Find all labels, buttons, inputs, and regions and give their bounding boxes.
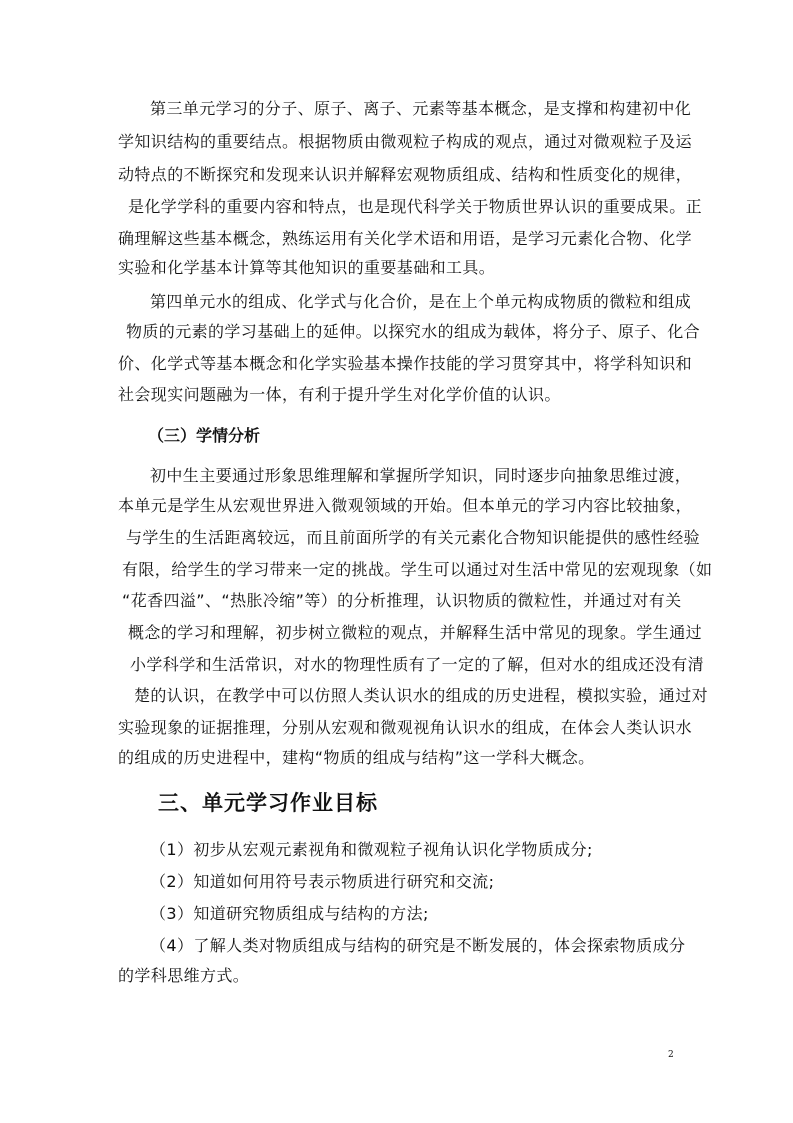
paragraph-1-line-5: 确理解这些基本概念，熟练运用有关化学术语和用语，是学习元素化合物、化学 bbox=[118, 229, 693, 248]
section-heading: 三、单元学习作业目标 bbox=[158, 791, 378, 815]
paragraph-3-line-9: 实验现象的证据推理，分别从宏观和微观视角认识水的组成，在体会人类认识水 bbox=[118, 718, 693, 737]
paragraph-1-line-3: 动特点的不断探究和发现来认识并解释宏观物质组成、结构和性质变化的规律， bbox=[118, 165, 693, 184]
paragraph-3-line-2: 本单元是学生从宏观世界进入微观领域的开始。但本单元的学习内容比较抽象， bbox=[118, 496, 693, 515]
paragraph-2-line-4: 社会现实问题融为一体，有利于提升学生对化学价值的认识。 bbox=[118, 385, 561, 404]
paragraph-1-line-1: 第三单元学习的分子、原子、离子、元素等基本概念，是支撑和构建初中化 bbox=[150, 99, 692, 118]
paragraph-2-line-3: 价、化学式等基本概念和化学实验基本操作技能的学习贯穿其中，将学科知识和 bbox=[118, 354, 693, 373]
goal-item-4-continued: 的学科思维方式。 bbox=[118, 966, 250, 985]
paragraph-3-line-8: 楚的认识，在教学中可以仿照人类认识水的组成的历史进程，模拟实验，通过对 bbox=[134, 686, 709, 705]
paragraph-3-line-6: 概念的学习和理解，初步树立微粒的观点，并解释生活中常见的现象。学生通过 bbox=[128, 623, 703, 642]
paragraph-3-line-5: “花香四溢”、“热胀冷缩”等）的分析推理，认识物质的微粒性，并通过对有关 bbox=[122, 591, 682, 610]
paragraph-3-line-7: 小学科学和生活常识，对水的物理性质有了一定的了解，但对水的组成还没有清 bbox=[130, 655, 705, 674]
paragraph-3-line-4: 有限，给学生的学习带来一定的挑战。学生可以通过对生活中常见的宏观现象（如 bbox=[122, 560, 713, 579]
goal-item-1: （1）初步从宏观元素视角和微观粒子视角认识化学物质成分; bbox=[150, 840, 593, 859]
paragraph-3-line-3: 与学生的生活距离较远，而且前面所学的有关元素化合物知识能提供的感性经验 bbox=[126, 528, 701, 547]
paragraph-3-line-1: 初中生主要通过形象思维理解和掌握所学知识，同时逐步向抽象思维过渡， bbox=[150, 466, 692, 485]
paragraph-1-line-6: 实验和化学基本计算等其他知识的重要基础和工具。 bbox=[118, 258, 496, 277]
section-subheading: （三）学情分析 bbox=[148, 426, 261, 445]
paragraph-2-line-1: 第四单元水的组成、化学式与化合价，是在上个单元构成物质的微粒和组成 bbox=[150, 292, 692, 311]
paragraph-1-line-2: 学知识结构的重要结点。根据物质由微观粒子构成的观点，通过对微观粒子及运 bbox=[118, 132, 693, 151]
paragraph-2-line-2: 物质的元素的学习基础上的延伸。以探究水的组成为载体，将分子、原子、化合 bbox=[126, 322, 701, 341]
goal-item-4: （4）了解人类对物质组成与结构的研究是不断发展的，体会探索物质成分 bbox=[150, 936, 686, 955]
page-number: 2 bbox=[668, 1050, 674, 1060]
goal-item-2: （2）知道如何用符号表示物质进行研究和交流; bbox=[150, 872, 495, 891]
paragraph-1-line-4: 是化学学科的重要内容和特点，也是现代科学关于物质世界认识的重要成果。正 bbox=[128, 197, 703, 216]
paragraph-3-line-10: 的组成的历史进程中，建构“物质的组成与结构”这一学科大概念。 bbox=[118, 748, 595, 767]
goal-item-3: （3）知道研究物质组成与结构的方法; bbox=[150, 904, 429, 923]
